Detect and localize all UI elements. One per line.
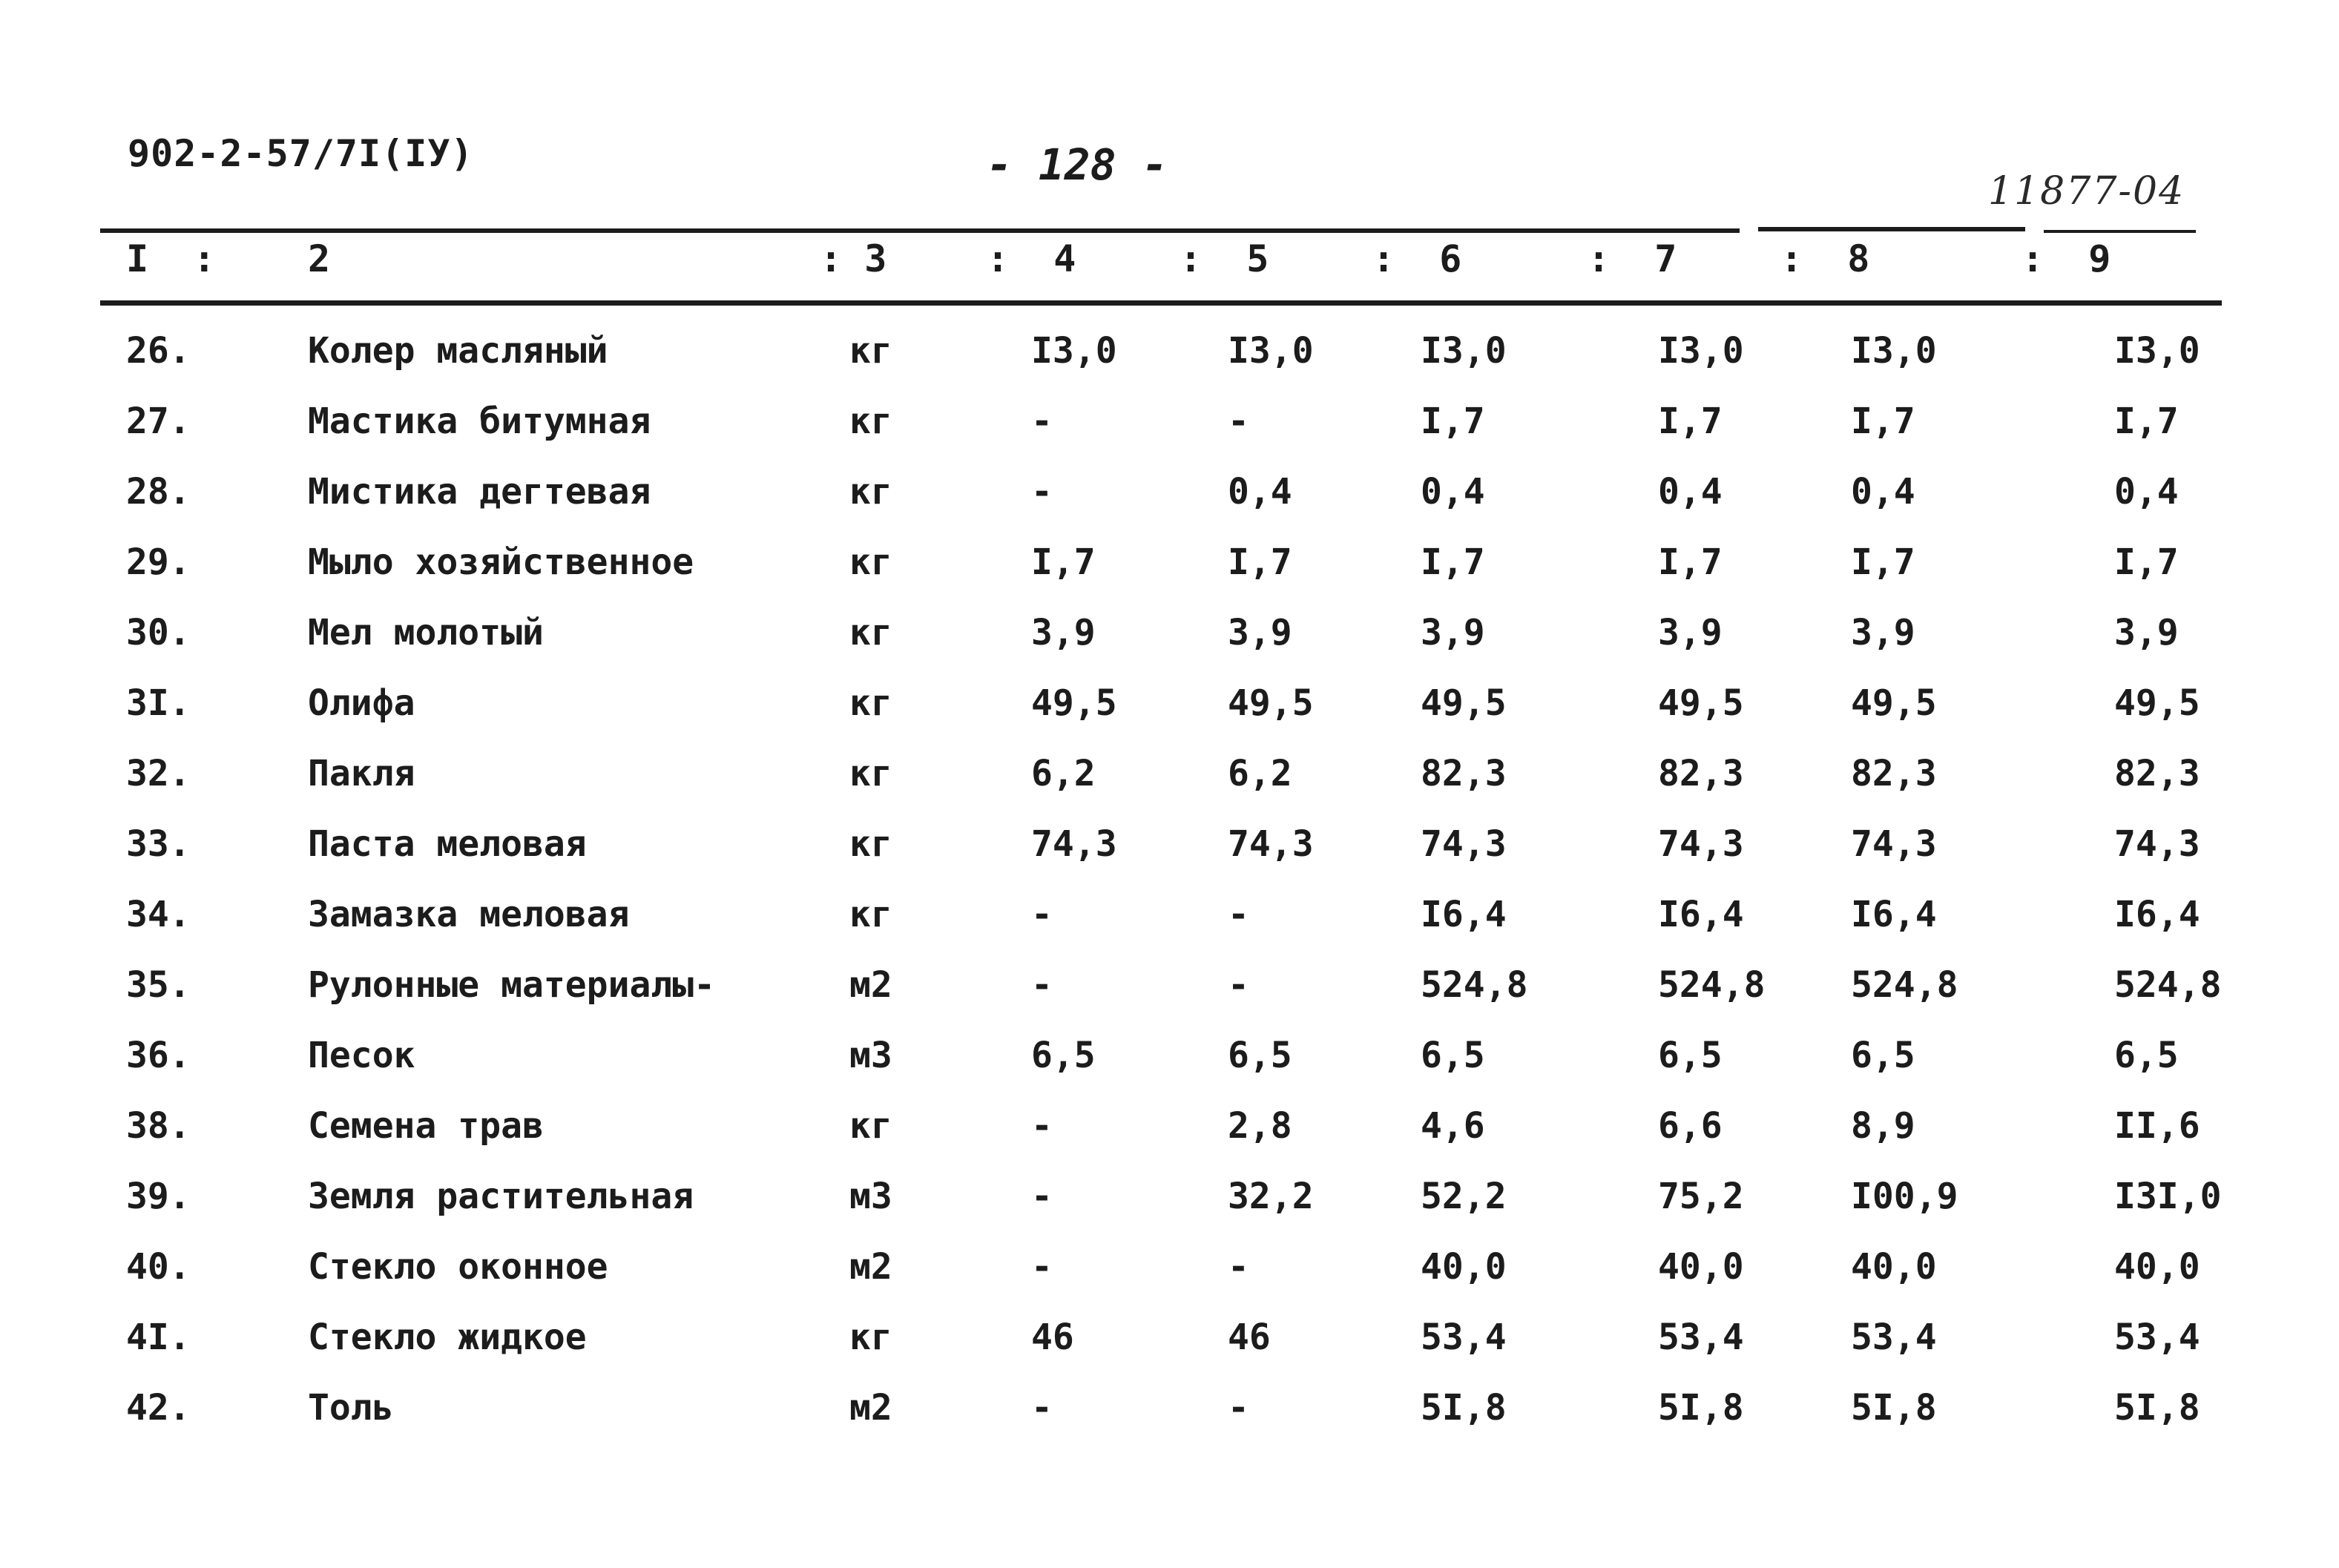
value-col-5: - <box>1228 1387 1249 1429</box>
value-col-6: 53,4 <box>1421 1317 1507 1358</box>
material-name: Земля растительная <box>308 1176 694 1217</box>
value-col-6: I,7 <box>1421 401 1485 442</box>
value-col-6: 5I,8 <box>1421 1387 1507 1429</box>
row-number: 40. <box>126 1246 191 1288</box>
unit: кг <box>849 612 892 653</box>
table-row <box>0 823 2339 883</box>
material-name: Мыло хозяйственное <box>308 541 694 583</box>
value-col-7: 524,8 <box>1658 964 1766 1006</box>
value-col-9: 82,3 <box>2114 753 2200 794</box>
value-col-6: 4,6 <box>1421 1105 1485 1147</box>
value-col-8: 40,0 <box>1851 1246 1937 1288</box>
value-col-8: 6,5 <box>1851 1035 1915 1076</box>
value-col-7: 5I,8 <box>1658 1387 1744 1429</box>
value-col-5: 2,8 <box>1228 1105 1292 1147</box>
value-col-5: 3,9 <box>1228 612 1292 653</box>
unit: м2 <box>849 964 892 1006</box>
value-col-9: 74,3 <box>2114 823 2200 865</box>
table-row <box>0 612 2339 671</box>
table-row <box>0 401 2339 460</box>
table-row <box>0 1035 2339 1094</box>
value-col-5: 74,3 <box>1228 823 1314 865</box>
row-number: 35. <box>126 964 191 1006</box>
material-name: Семена трав <box>308 1105 544 1147</box>
unit: кг <box>849 682 892 724</box>
value-col-5: 46 <box>1228 1317 1271 1358</box>
value-col-4: 3,9 <box>1031 612 1096 653</box>
value-col-4: 49,5 <box>1031 682 1117 724</box>
table-row <box>0 1176 2339 1235</box>
unit: м2 <box>849 1246 892 1288</box>
value-col-7: I,7 <box>1658 401 1723 442</box>
value-col-4: - <box>1031 1246 1053 1288</box>
table-top-rule-segment <box>2044 230 2196 233</box>
header-bottom-rule <box>100 300 2222 306</box>
value-col-5: - <box>1228 401 1249 442</box>
material-name: Песок <box>308 1035 415 1076</box>
table-row <box>0 330 2339 389</box>
unit: м3 <box>849 1035 892 1076</box>
value-col-4: - <box>1031 1176 1053 1217</box>
row-number: 32. <box>126 753 191 794</box>
unit: кг <box>849 894 892 935</box>
value-col-9: I3,0 <box>2114 330 2200 372</box>
row-number: 3I. <box>126 682 191 724</box>
value-col-9: I,7 <box>2114 401 2179 442</box>
value-col-6: 40,0 <box>1421 1246 1507 1288</box>
value-col-4: - <box>1031 1387 1053 1429</box>
value-col-9: I3I,0 <box>2114 1176 2222 1217</box>
value-col-8: 74,3 <box>1851 823 1937 865</box>
unit: кг <box>849 753 892 794</box>
value-col-9: 40,0 <box>2114 1246 2200 1288</box>
value-col-7: I3,0 <box>1658 330 1744 372</box>
table-top-rule-segment <box>1758 227 2025 231</box>
table-row <box>0 964 2339 1024</box>
value-col-9: 5I,8 <box>2114 1387 2200 1429</box>
value-col-8: I00,9 <box>1851 1176 1958 1217</box>
value-col-6: 524,8 <box>1421 964 1528 1006</box>
value-col-8: 8,9 <box>1851 1105 1915 1147</box>
material-name: Олифа <box>308 682 415 724</box>
value-col-4: 46 <box>1031 1317 1074 1358</box>
value-col-7: 82,3 <box>1658 753 1744 794</box>
value-col-7: 40,0 <box>1658 1246 1744 1288</box>
value-col-6: 49,5 <box>1421 682 1507 724</box>
header-col-6: : 6 <box>1372 237 1462 280</box>
value-col-6: 3,9 <box>1421 612 1485 653</box>
value-col-9: 0,4 <box>2114 471 2179 513</box>
value-col-8: 3,9 <box>1851 612 1915 653</box>
value-col-4: - <box>1031 471 1053 513</box>
value-col-6: 52,2 <box>1421 1176 1507 1217</box>
value-col-7: 0,4 <box>1658 471 1723 513</box>
handwritten-inventory-number: 11877-04 <box>1988 169 2185 214</box>
value-col-9: 524,8 <box>2114 964 2222 1006</box>
header-col-3: : 3 <box>820 237 887 280</box>
value-col-8: I,7 <box>1851 541 1915 583</box>
row-number: 4I. <box>126 1317 191 1358</box>
unit: кг <box>849 541 892 583</box>
value-col-5: 0,4 <box>1228 471 1292 513</box>
value-col-5: I3,0 <box>1228 330 1314 372</box>
value-col-9: I6,4 <box>2114 894 2200 935</box>
header-col-8: : 8 <box>1780 237 1870 280</box>
value-col-5: 49,5 <box>1228 682 1314 724</box>
table-row <box>0 1246 2339 1305</box>
value-col-5: 6,2 <box>1228 753 1292 794</box>
unit: м3 <box>849 1176 892 1217</box>
value-col-7: 3,9 <box>1658 612 1723 653</box>
value-col-4: - <box>1031 1105 1053 1147</box>
row-number: 33. <box>126 823 191 865</box>
table-row <box>0 753 2339 812</box>
table-row <box>0 541 2339 601</box>
value-col-6: I3,0 <box>1421 330 1507 372</box>
table-row <box>0 682 2339 742</box>
value-col-5: - <box>1228 1246 1249 1288</box>
material-name: Мастика битумная <box>308 401 651 442</box>
row-number: 30. <box>126 612 191 653</box>
value-col-6: I6,4 <box>1421 894 1507 935</box>
value-col-8: 49,5 <box>1851 682 1937 724</box>
value-col-5: I,7 <box>1228 541 1292 583</box>
table-header-row <box>0 237 2339 289</box>
value-col-4: - <box>1031 964 1053 1006</box>
value-col-6: 74,3 <box>1421 823 1507 865</box>
value-col-7: I,7 <box>1658 541 1723 583</box>
unit: кг <box>849 1317 892 1358</box>
table-row <box>0 471 2339 530</box>
material-name: Мел молотый <box>308 612 544 653</box>
header-col-4: : 4 <box>987 237 1076 280</box>
row-number: 38. <box>126 1105 191 1147</box>
header-col-9: : 9 <box>2021 237 2111 280</box>
value-col-5: 32,2 <box>1228 1176 1314 1217</box>
row-number: 42. <box>126 1387 191 1429</box>
unit: кг <box>849 1105 892 1147</box>
row-number: 36. <box>126 1035 191 1076</box>
value-col-4: I,7 <box>1031 541 1096 583</box>
value-col-8: 53,4 <box>1851 1317 1937 1358</box>
row-number: 39. <box>126 1176 191 1217</box>
value-col-8: I6,4 <box>1851 894 1937 935</box>
table-top-rule <box>100 228 1740 233</box>
material-name: Стекло оконное <box>308 1246 608 1288</box>
unit: м2 <box>849 1387 892 1429</box>
value-col-9: 6,5 <box>2114 1035 2179 1076</box>
row-number: 27. <box>126 401 191 442</box>
value-col-6: 82,3 <box>1421 753 1507 794</box>
material-name: Паста меловая <box>308 823 587 865</box>
table-row <box>0 894 2339 953</box>
value-col-7: 49,5 <box>1658 682 1744 724</box>
value-col-5: - <box>1228 964 1249 1006</box>
value-col-4: 6,2 <box>1031 753 1096 794</box>
value-col-7: I6,4 <box>1658 894 1744 935</box>
header-col-7: : 7 <box>1588 237 1677 280</box>
row-number: 29. <box>126 541 191 583</box>
table-row <box>0 1387 2339 1446</box>
material-name: Замазка меловая <box>308 894 630 935</box>
value-col-6: 6,5 <box>1421 1035 1485 1076</box>
value-col-8: 5I,8 <box>1851 1387 1937 1429</box>
header-col-5: : 5 <box>1180 237 1269 280</box>
value-col-8: 0,4 <box>1851 471 1915 513</box>
value-col-8: 82,3 <box>1851 753 1937 794</box>
material-name: Мистика дегтевая <box>308 471 651 513</box>
row-number: 34. <box>126 894 191 935</box>
value-col-7: 53,4 <box>1658 1317 1744 1358</box>
material-name: Пакля <box>308 753 415 794</box>
value-col-9: II,6 <box>2114 1105 2200 1147</box>
value-col-8: I3,0 <box>1851 330 1937 372</box>
value-col-4: - <box>1031 894 1053 935</box>
value-col-6: 0,4 <box>1421 471 1485 513</box>
page-number: - 128 - <box>987 139 1168 190</box>
value-col-9: 49,5 <box>2114 682 2200 724</box>
material-name: Толь <box>308 1387 394 1429</box>
material-name: Колер масляный <box>308 330 608 372</box>
document-code: 902-2-57/7I(IУ) <box>128 132 474 175</box>
value-col-9: 3,9 <box>2114 612 2179 653</box>
value-col-4: I3,0 <box>1031 330 1117 372</box>
row-number: 26. <box>126 330 191 372</box>
unit: кг <box>849 471 892 513</box>
row-number: 28. <box>126 471 191 513</box>
material-name: Рулонные материалы- <box>308 964 716 1006</box>
value-col-9: 53,4 <box>2114 1317 2200 1358</box>
value-col-4: - <box>1031 401 1053 442</box>
value-col-7: 6,6 <box>1658 1105 1723 1147</box>
header-col-1: I : <box>126 237 216 280</box>
unit: кг <box>849 330 892 372</box>
value-col-6: I,7 <box>1421 541 1485 583</box>
value-col-4: 74,3 <box>1031 823 1117 865</box>
value-col-9: I,7 <box>2114 541 2179 583</box>
value-col-7: 74,3 <box>1658 823 1744 865</box>
table-row <box>0 1317 2339 1376</box>
table-row <box>0 1105 2339 1165</box>
material-name: Стекло жидкое <box>308 1317 587 1358</box>
header-col-2: 2 <box>308 237 331 280</box>
value-col-7: 75,2 <box>1658 1176 1744 1217</box>
value-col-5: 6,5 <box>1228 1035 1292 1076</box>
value-col-5: - <box>1228 894 1249 935</box>
value-col-8: 524,8 <box>1851 964 1958 1006</box>
unit: кг <box>849 823 892 865</box>
value-col-4: 6,5 <box>1031 1035 1096 1076</box>
value-col-7: 6,5 <box>1658 1035 1723 1076</box>
unit: кг <box>849 401 892 442</box>
value-col-8: I,7 <box>1851 401 1915 442</box>
